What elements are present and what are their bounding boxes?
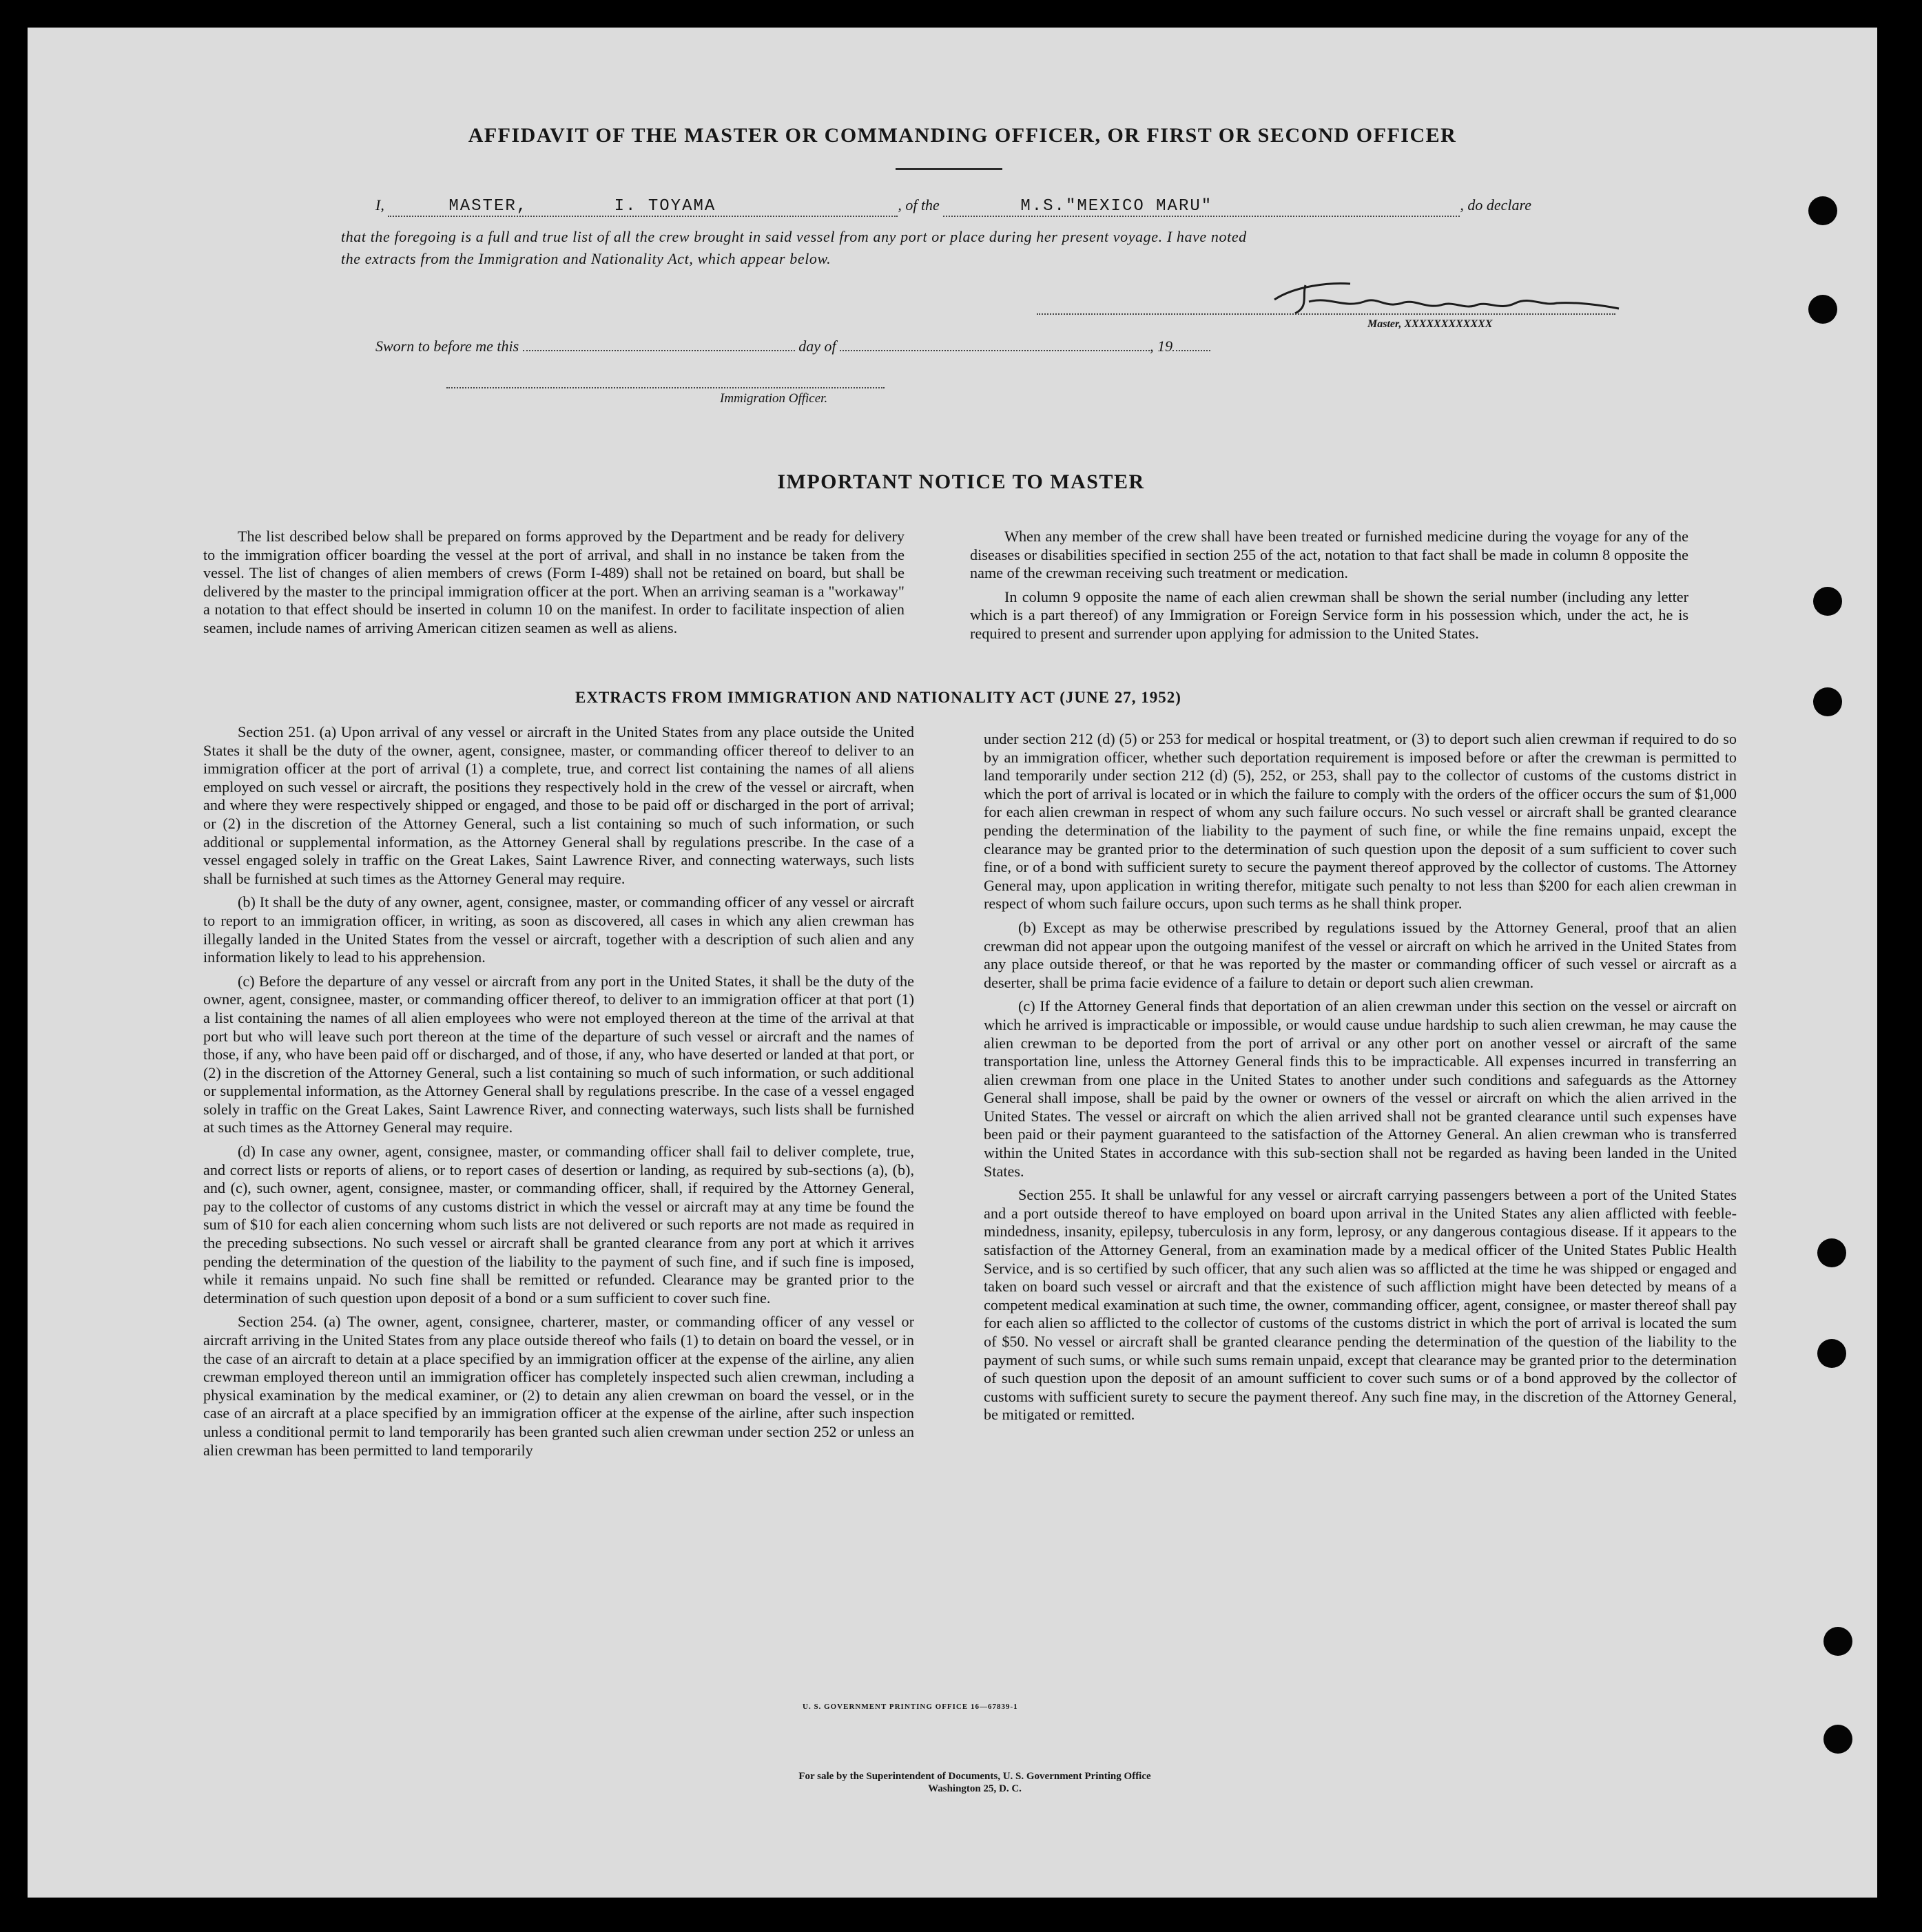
notice-right-column	[970, 528, 1688, 643]
punch-hole	[1823, 1725, 1852, 1754]
signature-line	[1037, 313, 1615, 315]
sworn-prefix: Sworn to before me this	[375, 337, 519, 355]
immigration-officer-line	[446, 387, 885, 388]
sale-notice	[682, 1770, 1268, 1795]
punch-hole	[1813, 687, 1842, 716]
punch-hole	[1823, 1627, 1852, 1656]
vessel-typed: M.S."MEXICO MARU"	[1020, 197, 1213, 216]
notice-paragraph: The list described below shall be prepared on forms approved by the Department and be ready for delivery to the immigration officer boarding the vessel at the port of arrival, and shall in no instance be taken from the vessel. The list of changes of alien members of crews (Form I-489) shall not be retained on board, but shall be delivered by the master to the principal immigration officer at the port. When an arriving seaman is a "workaway" a notation to that effect should be inserted in column 10 on the manifest. In order to facilitate inspection of alien seamen, include names of arriving American citizen seamen as well as aliens.	[203, 528, 905, 636]
extracts-heading: EXTRACTS FROM IMMIGRATION AND NATIONALITY ACT (JUNE 27, 1952)	[575, 689, 1181, 706]
act-paragraph: Section 255. It shall be unlawful for any vessel or aircraft carrying passengers between a port of the United States and a port outside thereof to have employed on board upon arrival in the United States any alien afflicted with feeble-mindedness, insanity, epilepsy, tuberculosis in any form, leprosy, or any dangerous contagious disease. If it appears to the satisfaction of the Attorney General, from an examination made by a medical officer of the United States Public Health Service, and is so certified by such officer, that any such alien was so afflicted at the time he was shipped or engaged and taken on board such vessel or aircraft and that the existence of such affliction might have been detected by means of a competent medical examination at such time, the owner, commanding officer, agent, consignee, or master thereof shall pay for each alien so afflicted to the collector of customs of the customs district in which the port of arrival is located the sum of $50. No vessel or aircraft shall be granted clearance pending the determination of the question of the liability to the payment of such sums, or while such sums remain unpaid, except that clearance may be granted prior to the determination of such question upon the deposit of an amount sufficient to cover such sums or of a bond approved by the collector of customs with sufficient surety to secure the payment thereof. Any such fine may, in the discretion of the Attorney General, be mitigated or remitted.	[984, 1186, 1737, 1424]
act-paragraph: (d) In case any owner, agent, consignee, master, or commanding officer shall fail to deliver complete, true, and correct lists or reports of aliens, or to report cases of desertion or landing, as required by sub-sections (a), (b), and (c), such owner, agent, consignee, master, or commanding officer, shall, if required by the Attorney General, pay to the collector of customs of any customs district in which the vessel or aircraft may at any time be found the sum of $10 for each alien concerning whom such lists are not delivered or such reports are not made as required in the preceding subsections. No such vessel or aircraft shall be granted clearance from any port at which it arrives pending the determination of the question of the liability to the payment of such fine, and if such fine is imposed, while it remains unpaid. No such fine shall be remitted or refunded. Clearance may be granted prior to the determination of such question upon deposit of a bond or a sum sufficient to cover such fine.	[203, 1143, 914, 1307]
vessel-field	[943, 196, 1460, 217]
sworn-line	[375, 337, 1210, 355]
act-paragraph: (c) Before the departure of any vessel or aircraft from any port in the United States, it shall be the duty of the owner, agent, consignee, master, or commanding officer thereof, to deliver to an immigration officer at that port (1) a list containing the names of all alien employees who were not employed thereon at the time of the arrival at that port but who will leave such port thereon at the time of the departure of such vessel or aircraft and the names of those, if any, who have been paid off or discharged, and of those, if any, who have deserted or landed at that port, or (2) in the discretion of the Attorney General, such a list containing so much of such information, or such additional or supplemental information, as the Attorney General shall by regulations prescribe. In the case of a vessel engaged solely in traffic on the Great Lakes, Saint Lawrence River, and connecting waterways, such lists shall be furnished at such times as the Attorney General may require.	[203, 972, 914, 1136]
punch-hole	[1817, 1339, 1846, 1368]
notice-paragraph: When any member of the crew shall have been treated or furnished medicine during the voyage for any of the diseases or disabilities specified in section 255 of the act, notation to that fact shall be made in column 8 opposite the name of the crewman receiving such treatment or medication.	[970, 528, 1688, 582]
act-paragraph: Section 254. (a) The owner, agent, consignee, charterer, master, or commanding officer of any vessel or aircraft arriving in the United States from any place outside thereof who fails (1) to detain on board the vessel, or in the case of an aircraft to detain at a place specified by an immigration officer at the expense of the airline, any alien crewman employed thereon until an immigration officer has completely inspected such alien crewman, including a physical examination by the medical examiner, or (2) to detain any alien crewman on board the vessel, or in the case of an aircraft at a place specified by an immigration officer at the expense of the airline, after such inspection unless a conditional permit to land temporarily has been granted such alien crewman under section 252 or unless an alien crewman has been permitted to land temporarily	[203, 1313, 914, 1459]
declaration-line	[375, 196, 1588, 217]
notice-left-column	[203, 528, 905, 638]
declaration-text-line: that the foregoing is a full and true list of all the crew brought in said vessel from any port or place during her present voyage. I have noted	[341, 228, 1247, 245]
sworn-month-field	[840, 350, 1150, 351]
of-the-label: , of the	[898, 196, 940, 214]
notice-paragraph: In column 9 opposite the name of each alien crewman shall be shown the serial number (including any letter which is a part thereof) of any Immigration or Foreign Service form in his possession which, under the act, he is required to present and surrender upon applying for admission to the United States.	[970, 588, 1688, 642]
name-typed: I. TOYAMA	[614, 197, 716, 216]
rank-typed: MASTER,	[448, 197, 528, 216]
act-paragraph: Section 251. (a) Upon arrival of any vessel or aircraft in the United States from any place outside the United States it shall be the duty of the owner, agent, consignee, master, or commanding officer thereof to deliver to an immigration officer at the port of arrival (1) a complete, true, and correct list containing the names of all aliens employed on such vessel or aircraft, the positions they respectively hold in the crew of the vessel or aircraft, when and where they were respectively shipped or engaged, and those to be paid off or discharged in the port of arrival; or (2) in the discretion of the Attorney General, such a list containing so much of such information, or such additional or supplemental information, as the Attorney General shall by regulations prescribe. In the case of a vessel engaged solely in traffic on the Great Lakes, Saint Lawrence River, and connecting waterways, such lists shall be furnished at such times as the Attorney General may require.	[203, 723, 914, 887]
sworn-day-of: day of	[798, 337, 836, 355]
affidavit-title: AFFIDAVIT OF THE MASTER OR COMMANDING OFFICER, OR FIRST OR SECOND OFFICER	[468, 124, 1457, 147]
act-paragraph: under section 212 (d) (5) or 253 for medical or hospital treatment, or (3) to deport such alien crewman if required to do so by an immigration officer, whether such deportation requirement is imposed before or after the crewman is permitted to land temporarily under section 212 (d) (5), 252, or 253, shall pay to the collector of customs of the customs district in which the port of arrival is located or in which the failure to comply with the orders of the officer occurs the sum of $1,000 for each alien crewman in respect of whom any such failure occurs. No such vessel or aircraft shall be granted clearance pending the determination of the liability to the payment of such fine, or while the fine remains unpaid, except the clearance may be granted prior to the determination of such question upon the deposit of a sum sufficient to cover such fine, or of a bond with sufficient surety to secure the payment thereof approved by the collector of customs. The Attorney General may, upon application in writing therefor, mitigate such penalty to not less than $200 for each alien crewman in respect of whom such failure occurs, upon such terms as he shall think proper.	[984, 730, 1737, 913]
declaration-text-line: the extracts from the Immigration and Nationality Act, which appear below.	[341, 250, 831, 267]
extracts-left-column	[203, 723, 914, 1460]
extracts-right-column	[984, 730, 1737, 1424]
gpo-imprint: U. S. GOVERNMENT PRINTING OFFICE 16—67839-1	[803, 1703, 1018, 1711]
act-paragraph: (c) If the Attorney General finds that deportation of an alien crewman under this section on the vessel or aircraft on which he arrived is impracticable or impossible, or would cause undue hardship to such alien crewman, he may cause the alien crewman to be deported from the port of arrival or any other port on another vessel or aircraft of the same transportation line, unless the Attorney General finds this to be impracticable. All expenses incurred in transferring an alien crewman from one place in the United States to another under such conditions and safeguards as the Attorney General shall impose, shall be paid by the owner or owners of the vessel or aircraft on which the alien arrived in the United States. The vessel or aircraft on which the alien arrived shall not be granted clearance until such expenses have been paid or their payment guaranteed to the satisfaction of the Attorney General. An alien crewman who is transferred within the United States in accordance with this sub-section shall not be regarded as having been landed in the United States.	[984, 997, 1737, 1180]
notice-heading: IMPORTANT NOTICE TO MASTER	[777, 470, 1145, 493]
sworn-day-field	[523, 350, 795, 351]
sworn-year: , 19	[1150, 337, 1173, 355]
title-rule	[896, 168, 1002, 170]
sworn-year-field	[1172, 350, 1210, 351]
sale-line: Washington 25, D. C.	[928, 1783, 1022, 1794]
immigration-officer-label: Immigration Officer.	[720, 391, 828, 406]
act-paragraph: (b) It shall be the duty of any owner, agent, consignee, master, or commanding officer of any vessel or aircraft to report to an immigration officer, in writing, as soon as discovered, all cases in which any alien crewman has illegally landed in the United States from the vessel or aircraft, together with a description of such alien and any information likely to lead to his apprehension.	[203, 893, 914, 966]
signature-label: Master, XXXXXXXXXXXX	[1367, 318, 1493, 330]
punch-hole	[1808, 196, 1837, 225]
punch-hole	[1808, 295, 1837, 324]
act-paragraph: (b) Except as may be otherwise prescribed by regulations issued by the Attorney General, proof that an alien crewman did not appear upon the outgoing manifest of the vessel or aircraft on which he arrived in the United States from any place outside thereof, or that he was reported by the master or commanding officer of such vessel or aircraft as a deserter, shall be prima facie evidence of a failure to detain or deport such alien crewman.	[984, 918, 1737, 991]
sale-line: For sale by the Superintendent of Documents, U. S. Government Printing Office	[798, 1771, 1151, 1782]
do-declare-label: , do declare	[1460, 196, 1531, 214]
declarant-field	[388, 196, 898, 217]
declaration-i: I,	[375, 196, 384, 214]
punch-hole	[1813, 587, 1842, 616]
punch-hole	[1817, 1238, 1846, 1267]
